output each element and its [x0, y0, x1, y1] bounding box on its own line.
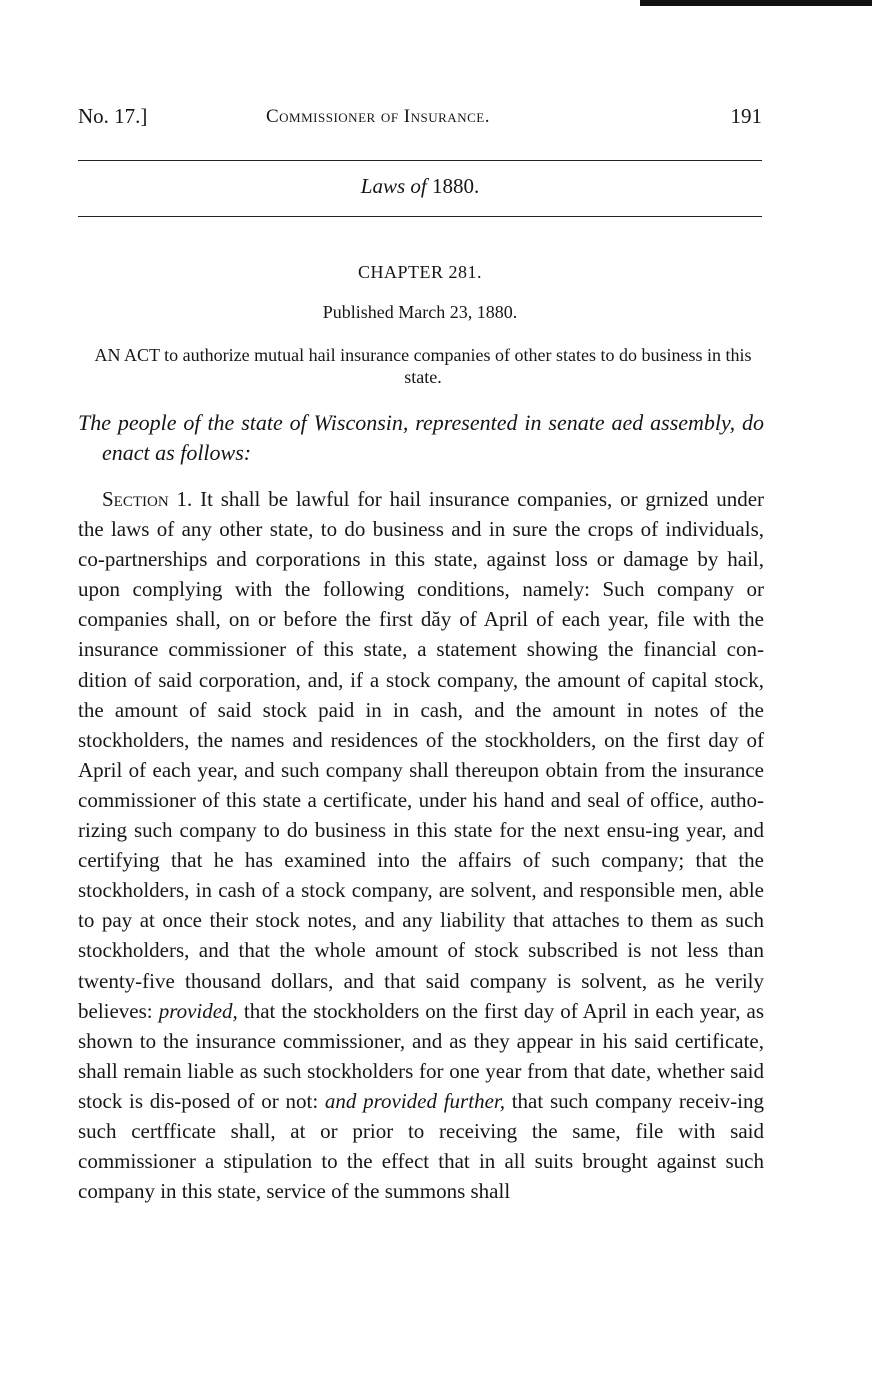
- section-text-part2: that the stockholders on the first day of April in each year, as shown to the insurance commissioner, and as they appear in his said certificate, shall remain liable as such stockholders for one year from that date, whether said stock is dis-posed of or not:: [78, 998, 765, 1113]
- section-label: Section 1.: [102, 487, 193, 511]
- laws-year: 1880.: [431, 174, 480, 198]
- enacting-clause: [78, 408, 764, 468]
- section-text-part1: It shall be lawful for hail insurance companies, or grnized under the laws of any other state, to do business and in sure the crops of individuals, co-partnerships and corporations in this state, against loss or damage by hail, upon complying with the following conditions, namely: Such company or companies shall, on or before the first dăy of April of each year, file with the insurance commissioner of this state, a statement showing the financial con-dition of said corporation, and, if a stock company, the amount of capital stock, the amount of said stock paid in in cash, and the amount in notes of the stockholders, the names and residences of the stockholders, on the first day of April of each year, and such company shall thereupon obtain from the insurance commissioner of this state a certificate, under his hand and seal of office, autho-rizing such company to do business in this state for the next ensu-ing year, and certifying that he has examined into the affairs of such company; that the stockholders, in cash of a stock company, are solvent, and responsible men, able to pay at once their stock notes, and any liability that attaches to them as such stockholders, and that the whole amount of stock subscribed is not less than twenty-five thousand dollars, and that said company is solvent, as he verily believes:: [78, 487, 765, 1023]
- running-title: Commissioner of Insurance.: [266, 106, 490, 127]
- document-number: No. 17.]: [78, 104, 148, 128]
- laws-of-label: Laws of: [360, 174, 427, 198]
- section-1-paragraph: [78, 484, 764, 1206]
- published-date: Published March 23, 1880.: [322, 302, 518, 322]
- enacting-clause-text: The people of the state of Wisconsin, represented in senate aed assembly, do enact as follows:: [78, 410, 764, 465]
- chapter-heading: CHAPTER 281.: [357, 262, 482, 282]
- rule-bottom: [78, 216, 762, 217]
- laws-title: [0, 174, 840, 199]
- act-title: AN ACT to authorize mutual hail insurance companies of other states to do business in this state.: [94, 345, 752, 387]
- section-text-part3: that such company receiv-ing such certfficate shall, at or prior to receiving the same, file with said commissioner a stipulation to the effect that in all suits brought against such company in this state, service of the summons shall: [78, 1088, 764, 1204]
- page-edge-shadow: [640, 0, 872, 6]
- rule-top: [78, 160, 762, 161]
- page-number: 191: [730, 104, 762, 128]
- running-head: [78, 104, 762, 134]
- and-provided-further-term: and provided further,: [324, 1088, 505, 1113]
- provided-term: provided,: [158, 998, 238, 1023]
